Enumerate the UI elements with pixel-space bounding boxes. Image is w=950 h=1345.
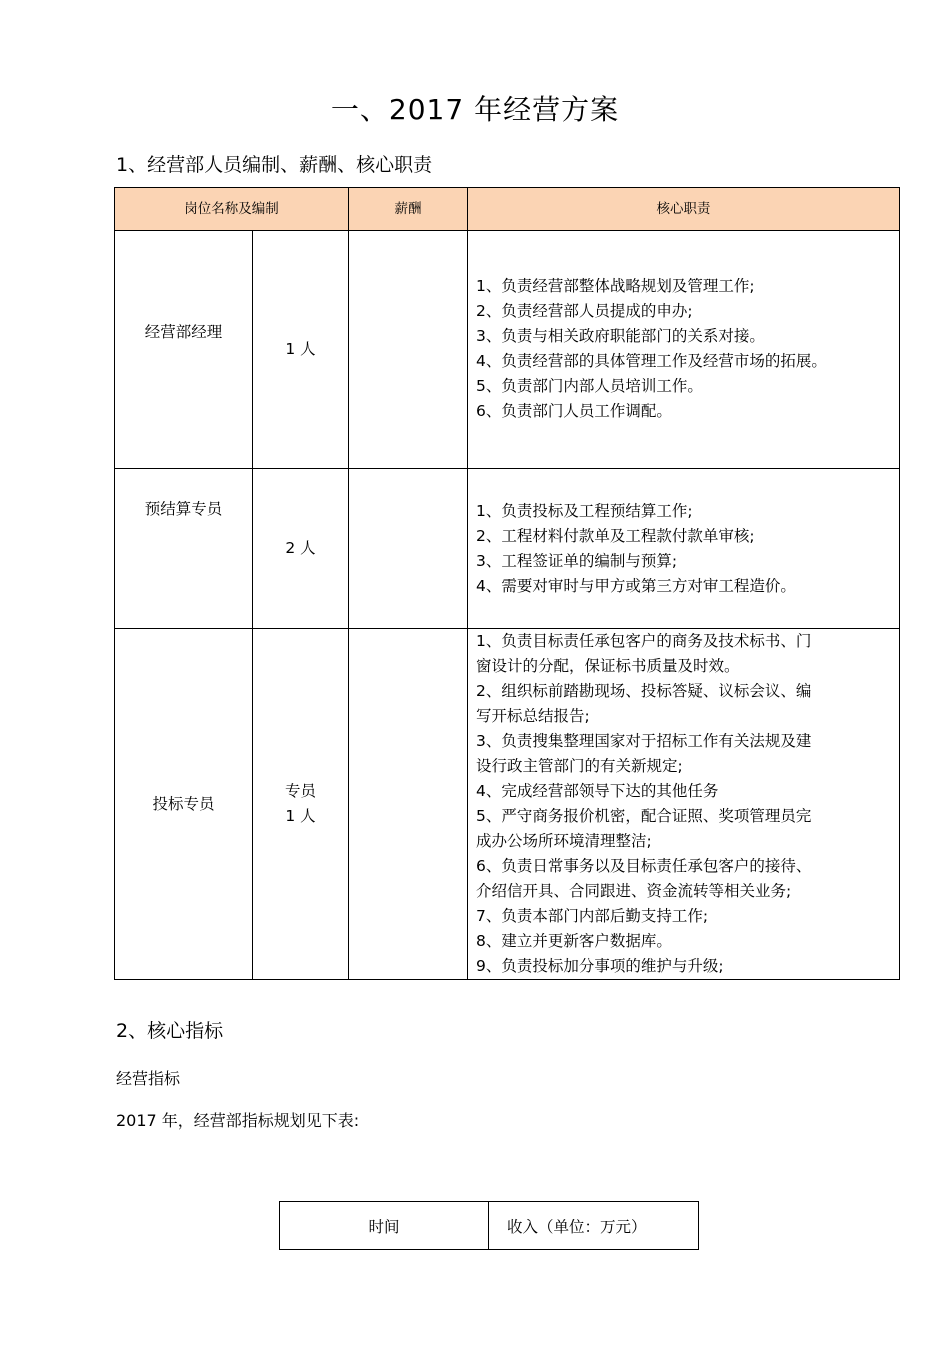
duty-item: 5、严守商务报价机密，配合证照、奖项管理员完 (476, 807, 812, 825)
headcount: 1 人 (285, 807, 316, 825)
intro-paragraph: 2017 年，经营部指标规划见下表: (116, 1111, 360, 1130)
table-row (115, 469, 900, 629)
table-row (280, 1202, 699, 1250)
duty-item: 4、负责经营部的具体管理工作及经营市场的拓展。 (476, 351, 827, 370)
header-salary: 薪酬 (349, 188, 468, 231)
salary-cell (349, 231, 468, 469)
position-name: 预结算专员 (144, 499, 223, 518)
duty-item: 介绍信开具、合同跟进、资金流转等相关业务; (476, 882, 792, 900)
salary-cell (349, 629, 468, 980)
duty-item: 2、工程材料付款单及工程款付款单审核; (476, 526, 755, 545)
duty-item: 写开标总结报告; (476, 707, 590, 725)
duty-item: 3、负责与相关政府职能部门的关系对接。 (476, 326, 765, 345)
salary-cell (349, 469, 468, 629)
duty-item: 5、负责部门内部人员培训工作。 (476, 376, 703, 395)
table-header-row (115, 188, 900, 231)
duty-item: 2、负责经营部人员提成的申办; (476, 301, 693, 320)
metric-col-time: 时间 (280, 1202, 489, 1250)
metric-col-income: 收入（单位：万元） (489, 1202, 699, 1250)
headcount-cell (253, 469, 349, 629)
duty-item: 1、负责投标及工程预结算工作; (476, 501, 693, 520)
table-row (115, 629, 900, 980)
duty-item: 成办公场所环境清理整洁; (476, 832, 652, 850)
headcount: 1 人 (285, 340, 316, 358)
duty-item: 1、负责目标责任承包客户的商务及技术标书、门 (476, 632, 812, 650)
duties-cell (468, 629, 900, 980)
duty-item: 设行政主管部门的有关新规定; (476, 757, 683, 775)
page-title: 一、2017 年经营方案 (330, 93, 620, 126)
section-heading-metrics: 2、核心指标 (116, 1020, 224, 1042)
position-cell (115, 469, 253, 629)
duty-item: 9、负责投标加分事项的维护与升级; (476, 957, 724, 975)
headcount-cell (253, 231, 349, 469)
duties-cell (468, 469, 900, 629)
duty-item: 4、完成经营部领导下达的其他任务 (476, 782, 719, 800)
headcount: 2 人 (285, 539, 316, 557)
position-name: 经营部经理 (144, 322, 223, 341)
headcount-label: 专员 (284, 782, 316, 800)
staffing-table (114, 187, 900, 980)
duty-item: 窗设计的分配，保证标书质量及时效。 (476, 657, 740, 675)
section-heading-staffing: 1、经营部人员编制、薪酬、核心职责 (116, 154, 433, 176)
header-duties: 核心职责 (468, 188, 900, 231)
duty-item: 3、工程签证单的编制与预算; (476, 551, 678, 570)
metric-table (279, 1201, 699, 1250)
duty-item: 6、负责日常事务以及目标责任承包客户的接待、 (476, 857, 812, 875)
header-position: 岗位名称及编制 (115, 188, 349, 231)
position-name: 投标专员 (152, 794, 215, 813)
table-row (115, 231, 900, 469)
position-cell (115, 231, 253, 469)
position-cell (115, 629, 253, 980)
duty-item: 1、负责经营部整体战略规划及管理工作; (476, 276, 755, 295)
duty-item: 2、组织标前踏勘现场、投标答疑、议标会议、编 (476, 682, 812, 700)
duty-item: 7、负责本部门内部后勤支持工作; (476, 907, 709, 925)
duty-item: 6、负责部门人员工作调配。 (476, 401, 672, 420)
duties-cell (468, 231, 900, 469)
duty-item: 8、建立并更新客户数据库。 (476, 932, 672, 950)
duty-item: 3、负责搜集整理国家对于招标工作有关法规及建 (476, 732, 812, 750)
sub-heading: 经营指标 (116, 1069, 181, 1088)
headcount-cell (253, 629, 349, 980)
duty-item: 4、需要对审时与甲方或第三方对审工程造价。 (476, 576, 796, 595)
